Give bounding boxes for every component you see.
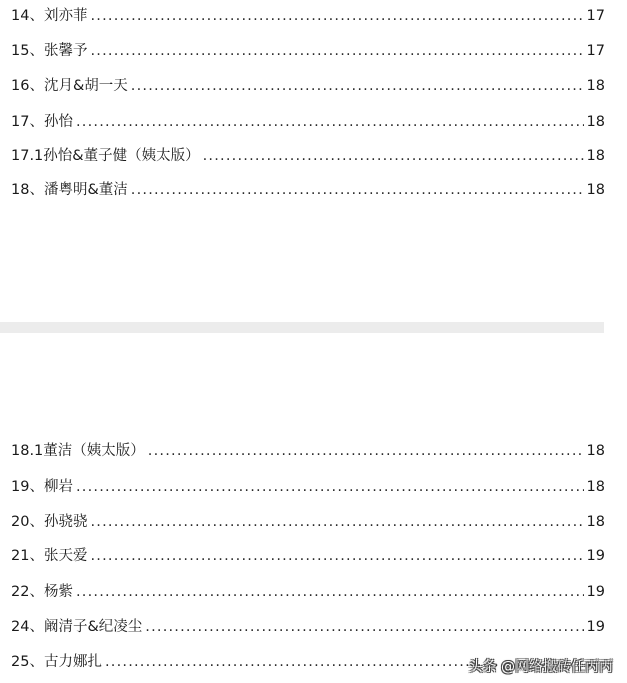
toc-dot-leader (90, 40, 583, 62)
toc-page-number: 18 (586, 78, 605, 94)
toc-entry[interactable] (11, 40, 605, 62)
toc-dot-leader (90, 511, 583, 533)
toc-entry[interactable] (11, 111, 605, 133)
toc-page-number: 18 (586, 479, 605, 495)
toc-dot-leader (76, 581, 584, 603)
toc-dot-leader (203, 145, 584, 167)
page-separator (0, 322, 604, 333)
toc-entry-title: 16、沈月&胡一天 (11, 78, 128, 94)
toc-entry[interactable] (11, 145, 605, 167)
toc-entry-title: 18、潘粤明&董洁 (11, 182, 128, 198)
toc-entry[interactable] (11, 75, 605, 97)
toc-entry-title: 14、刘亦菲 (11, 8, 88, 24)
document-page-bottom (0, 333, 627, 683)
toc-dot-leader (145, 616, 583, 638)
toc-dot-leader (76, 476, 584, 498)
toc-dot-leader (131, 75, 584, 97)
watermark: 头条 @网络搬砖任丙丙 (468, 659, 613, 675)
toc-entry[interactable] (11, 440, 605, 462)
toc-entry-title: 21、张天爱 (11, 548, 88, 564)
toc-page-number: 18 (586, 514, 605, 530)
toc-page-number: 18 (586, 114, 605, 130)
toc-page-number: 18 (586, 443, 605, 459)
toc-entry-title: 25、古力娜扎 (11, 654, 102, 670)
toc-entry-title: 20、孙骁骁 (11, 514, 88, 530)
toc-entry[interactable] (11, 476, 605, 498)
toc-page-number: 19 (586, 548, 605, 564)
toc-entry[interactable] (11, 511, 605, 533)
document-page-top (0, 0, 627, 322)
toc-page-number: 19 (586, 619, 605, 635)
toc-entry-title: 15、张馨予 (11, 43, 88, 59)
toc-page-number: 19 (586, 584, 605, 600)
toc-dot-leader (131, 179, 584, 201)
toc-dot-leader (90, 545, 583, 567)
toc-entry[interactable] (11, 581, 605, 603)
toc-page-number: 17 (586, 8, 605, 24)
toc-dot-leader (90, 5, 583, 27)
toc-page-number: 17 (586, 43, 605, 59)
toc-entry[interactable] (11, 616, 605, 638)
toc-entry-title: 17、孙怡 (11, 114, 73, 130)
toc-entry-title: 22、杨紫 (11, 584, 73, 600)
toc-page-number: 18 (586, 148, 605, 164)
toc-entry-title: 18.1董洁（姨太版） (11, 443, 145, 459)
toc-entry-title: 19、柳岩 (11, 479, 73, 495)
toc-entry-title: 24、阚清子&纪凌尘 (11, 619, 143, 635)
toc-entry[interactable] (11, 5, 605, 27)
toc-page-number: 18 (586, 182, 605, 198)
toc-dot-leader (148, 440, 584, 462)
toc-dot-leader (76, 111, 584, 133)
toc-entry-title: 17.1孙怡&董子健（姨太版） (11, 148, 200, 164)
toc-entry[interactable] (11, 545, 605, 567)
toc-entry[interactable] (11, 179, 605, 201)
